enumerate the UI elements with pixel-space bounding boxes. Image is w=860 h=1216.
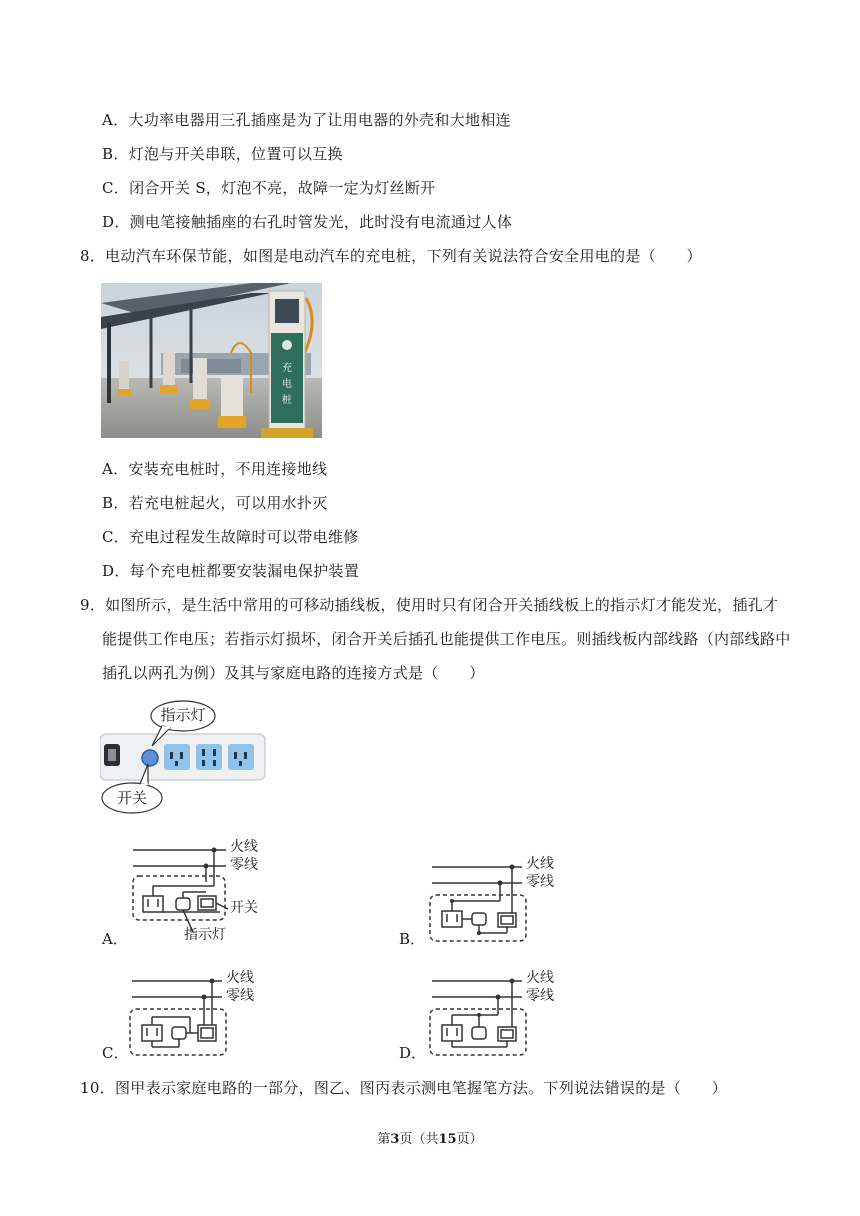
circuit-a-neutral-label: 零线: [230, 857, 258, 873]
callout-switch-label: 开关: [116, 789, 147, 807]
footer-total-pages: 15: [438, 1132, 457, 1147]
power-strip-figure: [100, 700, 270, 820]
charging-station-photo: [101, 283, 322, 438]
circuit-diagram-c: [128, 967, 268, 1059]
circuit-c-neutral-label: 零线: [226, 988, 254, 1004]
circuit-d-neutral-label: 零线: [526, 988, 554, 1004]
footer-prefix: 第: [377, 1132, 391, 1147]
page-footer: [0, 1128, 860, 1147]
footer-middle: 页（共: [399, 1132, 439, 1147]
q8-option-d: D．每个充电桩都要安装漏电保护装置: [102, 562, 360, 580]
q7-option-a: A．大功率电器用三孔插座是为了让用电器的外壳和大地相连: [102, 111, 511, 129]
q9-option-d-letter: D．: [399, 1044, 427, 1062]
q9-stem-line-2: 能提供工作电压；若指示灯损坏，闭合开关后插孔也能提供工作电压。则插线板内部线路（内部线路中: [102, 630, 791, 648]
q7-option-b: B．灯泡与开关串联，位置可以互换: [102, 145, 343, 163]
q9-stem-line-3: 插孔以两孔为例）及其与家庭电路的连接方式是（ ）: [102, 664, 485, 682]
q9-option-b-letter: B．: [399, 930, 426, 948]
q7-option-c: C．闭合开关 S，灯泡不亮，故障一定为灯丝断开: [102, 179, 436, 197]
footer-suffix: 页）: [456, 1132, 483, 1147]
photo-sign-char-3: 桩: [282, 395, 292, 406]
circuit-b-live-label: 火线: [526, 856, 554, 872]
circuit-a-indicator-label: 指示灯: [184, 927, 226, 943]
q10-stem: 10．图甲表示家庭电路的一部分，图乙、图丙表示测电笔握笔方法。下列说法错误的是（ ）: [80, 1079, 727, 1097]
q7-option-d: D．测电笔接触插座的右孔时管发光，此时没有电流通过人体: [102, 213, 513, 231]
circuit-d-live-label: 火线: [526, 970, 554, 986]
q9-option-a-letter: A．: [102, 930, 128, 948]
circuit-c-live-label: 火线: [226, 970, 254, 986]
circuit-diagram-d: [428, 967, 568, 1059]
circuit-a-live-label: 火线: [230, 839, 258, 855]
circuit-diagram-b: [428, 853, 568, 945]
circuit-b-neutral-label: 零线: [526, 874, 554, 890]
circuit-diagram-a: [128, 836, 278, 946]
q8-option-a: A．安装充电桩时，不用连接地线: [102, 460, 328, 478]
q9-option-c-letter: C．: [102, 1044, 129, 1062]
callout-indicator-label: 指示灯: [160, 706, 206, 724]
footer-page-number: 3: [390, 1132, 400, 1147]
q9-stem-line-1: 9．如图所示，是生活中常用的可移动插线板，使用时只有闭合开关插线板上的指示灯才能发光，插孔才: [80, 596, 779, 614]
photo-sign-char-1: 充: [282, 363, 292, 374]
circuit-a-switch-label: 开关: [230, 900, 258, 916]
q8-stem: 8．电动汽车环保节能，如图是电动汽车的充电桩，下列有关说法符合安全用电的是（ ）: [80, 247, 702, 265]
photo-sign-char-2: 电: [282, 379, 292, 390]
q8-option-b: B．若充电桩起火，可以用水扑灭: [102, 494, 328, 512]
q8-option-c: C．充电过程发生故障时可以带电维修: [102, 528, 359, 546]
